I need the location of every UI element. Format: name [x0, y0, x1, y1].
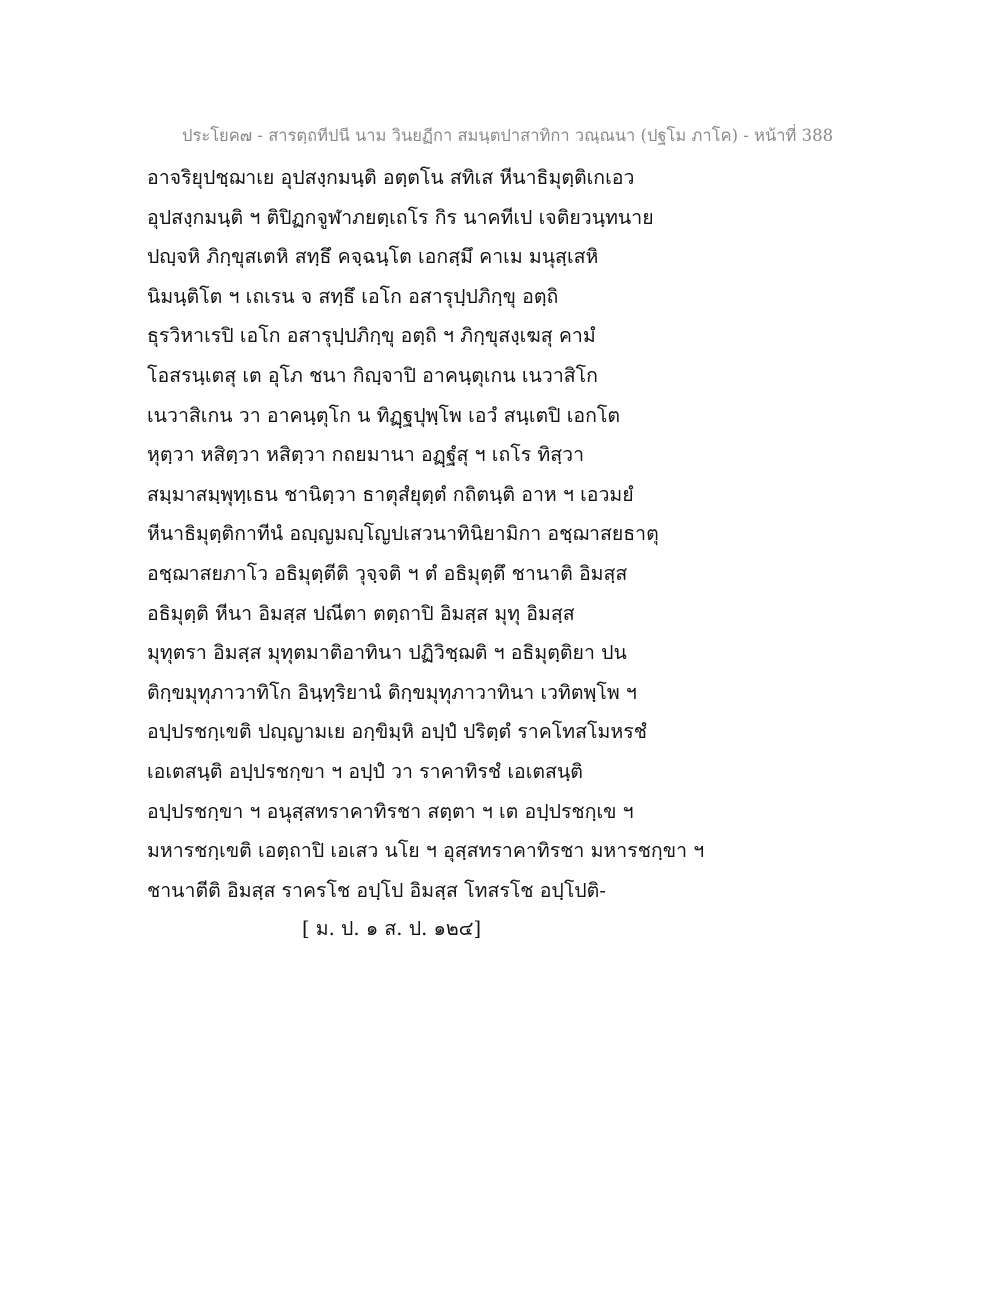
text-line: เอเตสนฺติ อปฺปรชกฺขา ฯ อปฺปํ วา ราคาทิรชํ เอเตสนฺติ	[147, 759, 583, 783]
text-line: อปฺปรชกฺขา ฯ อนุสฺสทราคาทิรชา สตฺตา ฯ เต อปฺปรชกฺเข ฯ	[147, 799, 634, 823]
text-line: อชฺฌาสยภาโว อธิมุตฺตีติ วุจฺจติ ฯ ตํ อธิมุตฺตึ ชานาติ อิมสฺส	[147, 561, 628, 585]
text-line: อาจริยุปชฺฌาเย อุปสงฺกมนฺติ อตฺตโน สทิเส หีนาธิมุตฺติเกเอว	[147, 166, 635, 189]
text-line: อปฺปรชกฺเขติ ปญฺญามเย อกฺขิมฺหิ อปฺปํ ปริตฺตํ ราคโทสโมหรชํ	[147, 720, 647, 744]
text-line: ปญฺจหิ ภิกฺขุสเตหิ สทฺธึ คจฺฉนฺโต เอกสฺมึ คาเม มนุสฺเสหิ	[147, 245, 599, 269]
text-line: เนวาสิเกน วา อาคนฺตุโก น ทิฏฺฐปุพฺโพ เอวํ สนฺเตปิ เอกโต	[147, 403, 621, 427]
text-line: ติกฺขมุทุภาวาทิโก อินฺทฺริยานํ ติกฺขมุทุภาวาทินา เวทิตพฺโพ ฯ	[147, 680, 637, 704]
text-line: นิมนฺติโต ฯ เถเรน จ สทฺธึ เอโก อสารุปฺปภิกฺขุ อตฺถิ	[147, 284, 559, 308]
text-line: มุทุตรา อิมสฺส มุทุตมาติอาทินา ปฏิวิชฺฌติ ฯ อธิมุตฺติยา ปน	[147, 641, 627, 665]
page-footnote-reference: [ ม. ป. ๑ ส. ป. ๑๒๔]	[302, 917, 482, 940]
text-line: ชานาตีติ อิมสฺส ราครโช อปฺโป อิมสฺส โทสรโช อปฺโปติ-	[147, 878, 606, 902]
text-line: หีนาธิมุตฺติกาทีนํ อญฺญมญฺโญปเสวนาทินิยามิกา อชฺฌาสยธาตุ	[147, 522, 659, 546]
text-line: มหารชกฺเขติ เอตฺถาปิ เอเสว นโย ฯ อุสฺสทราคาทิรชา มหารชกฺขา ฯ	[147, 839, 705, 863]
text-line: หุตฺวา หสิตฺวา หสิตฺวา กถยมานา อฏฺฐํสุ ฯ เถโร ทิสฺวา	[147, 443, 585, 467]
body-text	[147, 158, 887, 910]
text-line: ธุรวิหาเรปิ เอโก อสารุปฺปภิกฺขุ อตฺถิ ฯ ภิกฺขุสงฺเฆสุ คามํ	[147, 324, 596, 348]
text-line: อุปสงฺกมนฺติ ฯ ติปิฏกจูฬาภยตฺเถโร กิร นาคทีเป เจติยวนฺทนาย	[147, 205, 654, 229]
text-line: โอสรนฺเตสุ เต อุโภ ชนา กิญฺจาปิ อาคนฺตุเกน เนวาสิโก	[147, 363, 598, 387]
page-header: ประโยค๗ - สารตฺถทีปนี นาม วินยฏีกา สมนฺตปาสาทิกา วณฺณนา (ปฐโม ภาโค) - หน้าที่ 388	[182, 126, 834, 145]
text-line: อธิมุตฺติ หีนา อิมสฺส ปณีตา ตตฺถาปิ อิมสฺส มุทุ อิมสฺส	[147, 601, 575, 625]
text-line: สมฺมาสมฺพุทฺเธน ชานิตฺวา ธาตุสํยุตฺตํ กถิตนฺติ อาห ฯ เอวมยํ	[147, 482, 634, 506]
